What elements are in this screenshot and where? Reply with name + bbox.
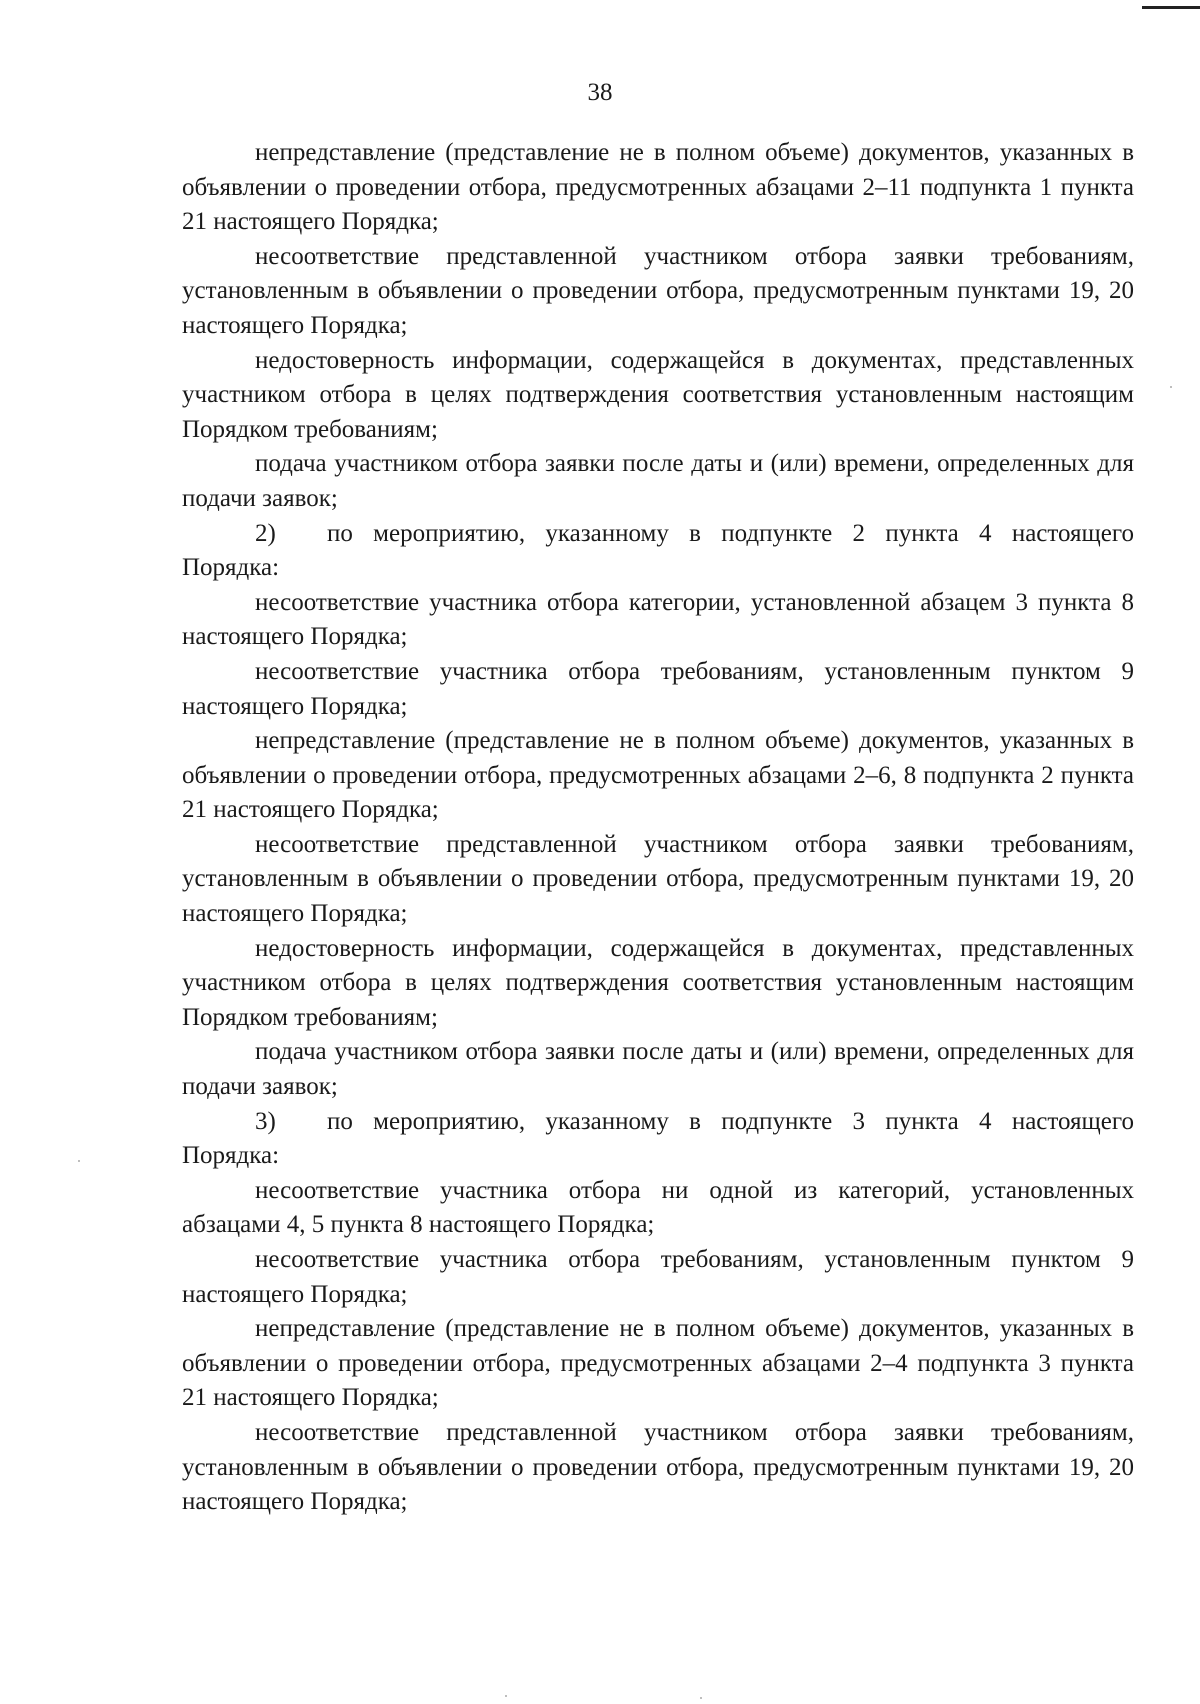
page-number: 38 (587, 79, 613, 106)
scan-edge-mark (1142, 6, 1200, 9)
paragraph: подача участником отбора заявки после даты и (или) времени, определенных для подачи заявок; (182, 1038, 1134, 1101)
document-body (182, 136, 1134, 1520)
paragraph: несоответствие участника отбора категории, установленной абзацем 3 пункта 8 настоящего Порядка; (182, 588, 1134, 651)
paragraph: несоответствие представленной участником отбора заявки требованиям, установленным в объявлении о проведении отбора, предусмотренным пунктами 19, 20 настоящего Порядка; (182, 1418, 1134, 1516)
item-number: 2) (255, 519, 276, 547)
scan-speck (78, 1160, 80, 1162)
item-continuation: Порядка: (182, 1142, 280, 1170)
scan-speck (505, 1695, 507, 1697)
paragraph: недостоверность информации, содержащейся в документах, представленных участником отбора в целях подтверждения соответствия установленным настоящим Порядком требованиям; (182, 346, 1134, 443)
item-continuation: Порядка: (182, 554, 280, 582)
item-text: по мероприятию, указанному в подпункте 2 пункта 4 настоящего (327, 519, 1134, 547)
scan-speck (700, 1697, 702, 1699)
paragraph: недостоверность информации, содержащейся в документах, представленных участником отбора в целях подтверждения соответствия установленным настоящим Порядком требованиям; (182, 934, 1134, 1031)
paragraph: несоответствие участника отбора требованиям, установленным пунктом 9 настоящего Порядка; (182, 657, 1134, 720)
paragraph: непредставление (представление не в полном объеме) документов, указанных в объявлении о проведении отбора, предусмотренных абзацами 2–4 подпункта 3 пункта 21 настоящего Порядка; (182, 1315, 1134, 1412)
item-text: по мероприятию, указанному в подпункте 3 пункта 4 настоящего (327, 1107, 1134, 1135)
numbered-item (182, 517, 1134, 586)
paragraph: несоответствие представленной участником отбора заявки требованиям, установленным в объявлении о проведении отбора, предусмотренным пунктами 19, 20 настоящего Порядка; (182, 830, 1134, 928)
paragraph: несоответствие участника отбора требованиям, установленным пунктом 9 настоящего Порядка; (182, 1246, 1134, 1308)
scan-speck (1170, 386, 1172, 388)
paragraph: несоответствие участника отбора ни одной из категорий, установленных абзацами 4, 5 пункта 8 настоящего Порядка; (182, 1176, 1134, 1239)
paragraph: подача участником отбора заявки после даты и (или) времени, определенных для подачи заявок; (182, 450, 1134, 512)
numbered-item (182, 1105, 1134, 1174)
paragraph: непредставление (представление не в полном объеме) документов, указанных в объявлении о проведении отбора, предусмотренных абзацами 2–11 подпункта 1 пункта 21 настоящего Порядка; (182, 139, 1134, 236)
paragraph: несоответствие представленной участником отбора заявки требованиям, установленным в объявлении о проведении отбора, предусмотренным пунктами 19, 20 настоящего Порядка; (182, 242, 1134, 339)
paragraph: непредставление (представление не в полном объеме) документов, указанных в объявлении о проведении отбора, предусмотренных абзацами 2–6, 8 подпункта 2 пункта 21 настоящего Порядка; (182, 727, 1134, 824)
item-number: 3) (255, 1107, 276, 1135)
